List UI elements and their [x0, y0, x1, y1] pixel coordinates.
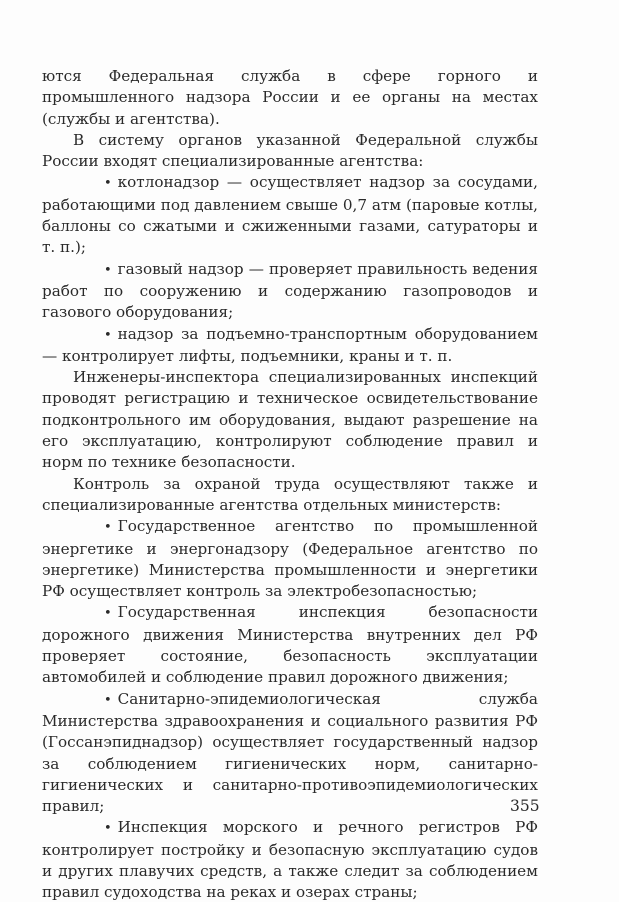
paragraph-inspectors: Инженеры-инспектора специализированных инспекций проводят регистрацию и техническое освидетельствование подконтрольного им оборудования, выдают разрешение на его эксплуатацию, контролируют соблюдение правил и норм по технике безопасности. — [42, 368, 538, 472]
bullet-icon: • — [104, 327, 112, 343]
page-body-text — [42, 66, 538, 904]
list-item-gas-supervision — [42, 259, 538, 324]
bullet-icon: • — [104, 520, 112, 536]
bullet-icon: • — [104, 606, 112, 622]
list-item-energy-agency — [42, 516, 538, 602]
list-item-register-inspection — [42, 817, 538, 903]
list-item-text: надзор за подъемно-транспортным оборудованием — контролирует лифты, подъемники, краны и т. п. — [42, 324, 538, 365]
bullet-icon: • — [104, 176, 112, 192]
bullet-icon: • — [104, 821, 112, 837]
list-item-text: Санитарно-эпидемиологическая служба Министерства здравоохранения и социального развития РФ (Госсанэпиднадзор) осуществляет государственный надзор за соблюдением гигиенических норм, санитарно-гигиенических и санитарно-противоэпидемиологических правил; — [42, 689, 538, 816]
paragraph-agencies-intro: В систему органов указанной Федеральной службы России входят специализированные агентства: — [42, 130, 538, 171]
bullet-icon: • — [104, 262, 112, 278]
paragraph-ministries-intro: Контроль за охраной труда осуществляют также и специализированные агентства отдельных министерств: — [42, 474, 538, 514]
paragraph-continuation: ются Федеральная служба в сфере горного и промышленного надзора России и ее органы на местах (службы и агентства). — [42, 67, 538, 128]
list-item-text: Инспекция морского и речного регистров РФ контролирует постройку и безопасную эксплуатацию судов и других плавучих средств, а также следит за соблюдением правил судоходства на реках и озерах страны; — [42, 818, 538, 902]
list-item-kotlonadzor — [42, 172, 538, 258]
page-number: 355 — [510, 797, 540, 815]
list-item-text: Государственное агентство по промышленной энергетике и энергонадзору (Федеральное агентство по энергетике) Министерства промышленности и энергетики РФ осуществляет контроль за электробезопасностью; — [42, 517, 538, 601]
list-item-lifting-equipment — [42, 324, 538, 368]
bullet-icon: • — [104, 692, 112, 708]
list-item-sanitary-service — [42, 689, 538, 818]
list-item-text: Государственная инспекция безопасности дорожного движения Министерства внутренних дел РФ проверяет состояние, безопасность эксплуатации автомобилей и соблюдение правил дорожного движения; — [42, 603, 538, 687]
list-item-road-inspection — [42, 602, 538, 688]
list-item-text: газовый надзор — проверяет правильность ведения работ по сооружению и содержанию газопроводов и газового оборудования; — [42, 259, 538, 322]
list-item-text: котлонадзор — осуществляет надзор за сосудами, работающими под давлением свыше 0,7 атм (паровые котлы, баллоны со сжатыми и сжиженными газами, сатураторы и т. п.); — [42, 173, 538, 257]
